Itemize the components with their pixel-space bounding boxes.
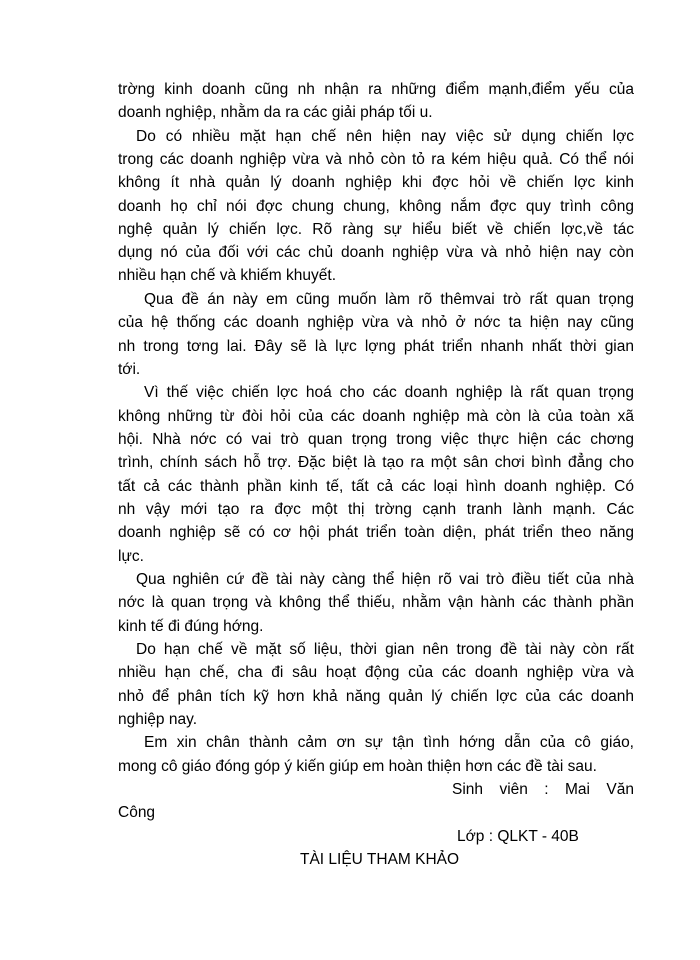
text-line: nghiệp nay. — [118, 711, 197, 728]
text-line: doanh nghiệp sẽ có cơ hội phát triển toàn diện, phát triển theo năng — [118, 524, 634, 541]
text-line: không những từ đòi hỏi của các doanh nghiệp mà còn là của toàn xã — [118, 408, 634, 425]
text-line: của hệ thống các doanh nghiệp vừa và nhỏ ở nớc ta hiện nay cũng — [118, 314, 634, 331]
text-line: nh trong tơng lai. Đây sẽ là lực lợng phát triển nhanh nhất thời gian — [118, 338, 634, 355]
text-line: trong các doanh nghiệp vừa và nhỏ còn tỏ ra kém hiệu quả. Có thể nói — [118, 151, 634, 168]
text-line: dụng nó của đối với các chủ doanh nghiệp vừa và nhỏ hiện nay còn — [118, 244, 634, 261]
text-line: tất cả các thành phần kinh tế, tất cả các loại hình doanh nghiệp. Có — [118, 478, 634, 495]
text-line: Do hạn chế về mặt số liệu, thời gian nên trong đề tài này còn rất — [136, 641, 634, 658]
text-line: trình, chính sách hỗ trợ. Đặc biệt là tạo ra một sân chơi bình đẳng cho — [118, 454, 634, 471]
text-line: trờng kinh doanh cũng nh nhận ra những điểm mạnh,điểm yếu của — [118, 81, 634, 98]
text-line: lực. — [118, 548, 144, 565]
text-line: mong cô giáo đóng góp ý kiến giúp em hoàn thiện hơn các đề tài sau. — [118, 758, 597, 775]
text-line: nhỏ để phân tích kỹ hơn khả năng quản lý chiến lợc của các doanh — [118, 688, 634, 705]
text-line: kinh tế đi đúng hớng. — [118, 618, 264, 635]
references-heading: TÀI LIỆU THAM KHẢO — [300, 851, 460, 868]
text-line: không ít nhà quản lý doanh nghiệp khi đợc hỏi về chiến lợc kinh — [118, 174, 634, 191]
text-line: doanh họ chỉ nói đợc chung chung, không nắm đợc quy trình công — [118, 198, 634, 215]
text-line: hội. Nhà nớc có vai trò quan trọng trong việc thực hiện các chơng — [118, 431, 634, 448]
text-line: Vì thế việc chiến lợc hoá cho các doanh nghiệp là rất quan trọng — [144, 384, 634, 401]
text-line: Qua nghiên cứ đề tài này càng thể hiện rõ vai trò điều tiết của nhà — [136, 571, 634, 588]
text-line: Em xin chân thành cảm ơn sự tận tình hớng dẫn của cô giáo, — [144, 734, 634, 751]
text-line: nghệ quản lý chiến lợc. Rõ ràng sự hiểu biết về chiến lợc,về tác — [118, 221, 634, 238]
text-line: tới. — [118, 361, 141, 378]
signature-name-continuation: Công — [118, 804, 156, 821]
text-line: nh vậy mới tạo ra đợc một thị trờng cạnh tranh lành mạnh. Các — [118, 501, 634, 518]
text-line: Do có nhiều mặt hạn chế nên hiện nay việc sử dụng chiến lợc — [136, 128, 634, 145]
text-line: nhiều hạn chế, cha đi sâu hoạt động của các doanh nghiệp vừa và — [118, 664, 634, 681]
signature-line: Sinh viên : Mai Văn — [452, 781, 634, 798]
text-line: nớc là quan trọng và không thể thiếu, nhằm vận hành các thành phần — [118, 594, 634, 611]
text-line: nhiều hạn chế và khiếm khuyết. — [118, 267, 336, 284]
text-line: doanh nghiệp, nhằm da ra các giải pháp tối u. — [118, 104, 433, 121]
text-line: Qua đề án này em cũng muốn làm rõ thêmvai trò rất quan trọng — [144, 291, 634, 308]
class-label: Lớp : QLKT - 40B — [457, 828, 579, 845]
